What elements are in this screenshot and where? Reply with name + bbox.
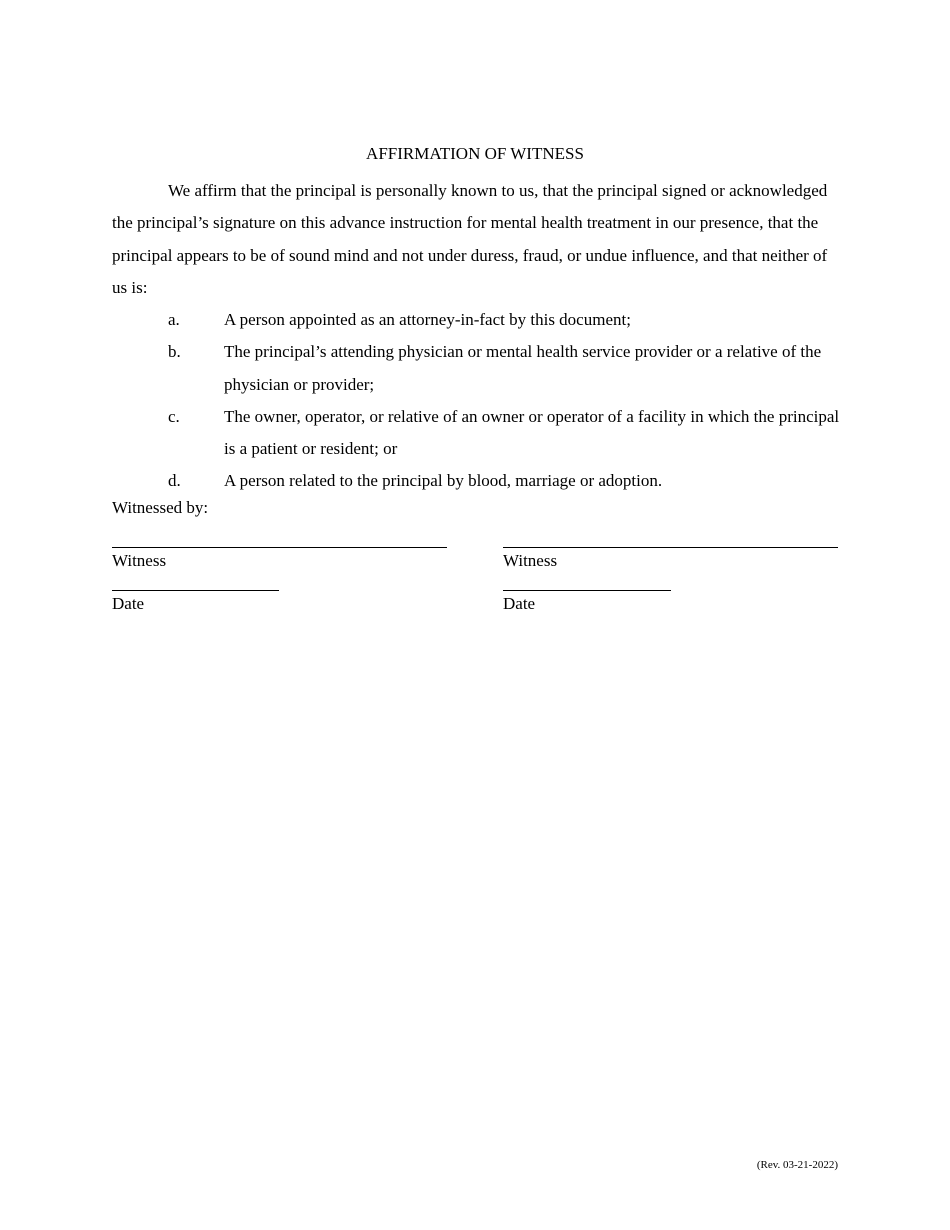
revision-note: (Rev. 03-21-2022)	[756, 1159, 838, 1171]
list-marker: d.	[168, 471, 181, 491]
disqualification-list	[112, 304, 840, 498]
affirmation-paragraph: We affirm that the principal is personally known to us, that the principal signed or acknowledged the principal’s signature on this advance instruction for mental health treatment in our presence, that the principal appears to be of sound mind and not under duress, fraud, or undue influence, and that neither of us is:	[112, 181, 828, 297]
right-witness-signature-line[interactable]	[503, 547, 838, 548]
left-date-label: Date	[112, 594, 145, 613]
list-item	[112, 465, 840, 497]
right-witness-label: Witness	[503, 551, 558, 570]
list-item	[112, 336, 840, 401]
list-marker: c.	[168, 406, 180, 426]
left-date-line[interactable]	[112, 590, 279, 591]
left-witness-label: Witness	[112, 551, 167, 570]
right-date-line[interactable]	[503, 590, 671, 591]
list-item	[112, 304, 840, 336]
list-item-text: A person related to the principal by blood, marriage or adoption.	[224, 471, 663, 491]
list-marker: a.	[168, 310, 180, 329]
right-date-label: Date	[503, 594, 536, 613]
list-item	[112, 401, 840, 466]
list-item-text: A person appointed as an attorney-in-fact by this document;	[224, 310, 631, 329]
list-marker: b.	[168, 342, 181, 362]
left-witness-signature-line[interactable]	[112, 547, 447, 548]
list-item-text: The principal’s attending physician or mental health service provider or a relative of the physician or provider;	[224, 342, 822, 394]
document-title: AFFIRMATION OF WITNESS	[366, 144, 584, 163]
list-item-text: The owner, operator, or relative of an owner or operator of a facility in which the principal is a patient or resident; or	[224, 406, 840, 459]
witnessed-by-label: Witnessed by:	[112, 498, 209, 517]
